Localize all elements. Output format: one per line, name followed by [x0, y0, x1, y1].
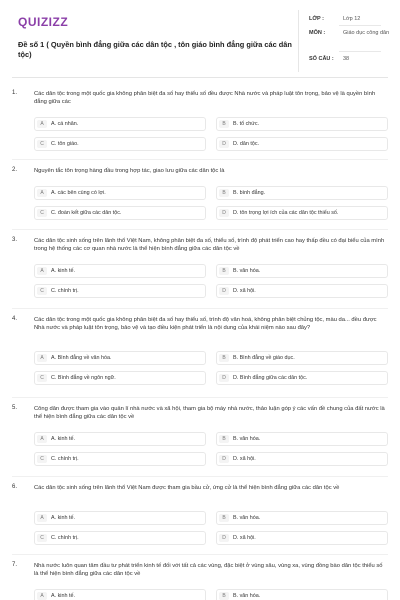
option-letter-badge: B: [219, 120, 229, 128]
option-text: A. kinh tế.: [51, 593, 75, 599]
question-number: 5.: [12, 405, 18, 411]
option-text: A. kinh tế.: [51, 436, 75, 442]
option-text: B. văn hóa.: [233, 436, 261, 442]
option-text: B. văn hóa.: [233, 515, 261, 521]
question-divider: [12, 308, 388, 309]
answer-option-b[interactable]: [216, 432, 388, 446]
option-text: C. chính trị.: [51, 535, 79, 541]
option-text: D. Bình đẳng giữa các dân tộc.: [233, 375, 308, 381]
answer-option-a[interactable]: [34, 264, 206, 278]
option-text: D. xã hội.: [233, 456, 256, 462]
question-number: 3.: [12, 237, 18, 243]
answer-option-a[interactable]: [34, 589, 206, 600]
question-text: Các dân tộc sinh sống trên lãnh thổ Việt Nam được tham gia bầu cử, ứng cử là thể hiện bình đẳng giữa các dân tộc về: [34, 485, 340, 491]
option-letter-badge: C: [37, 455, 47, 463]
option-letter-badge: B: [219, 267, 229, 275]
count-value: 38: [343, 56, 350, 62]
option-letter-badge: D: [219, 287, 229, 295]
answer-option-c[interactable]: [34, 531, 206, 545]
option-text: B. bình đẳng.: [233, 190, 266, 196]
option-text: D. tôn trọng lợi ích của các dân tộc thiểu số.: [233, 210, 339, 216]
option-text: B. Bình đẳng về giáo dục.: [233, 355, 295, 361]
option-letter-badge: D: [219, 455, 229, 463]
option-letter-badge: A: [37, 189, 47, 197]
meta-divider: [339, 25, 381, 26]
option-letter-badge: A: [37, 120, 47, 128]
option-letter-badge: B: [219, 514, 229, 522]
header-divider: [12, 77, 388, 78]
answer-option-a[interactable]: [34, 511, 206, 525]
meta-divider: [339, 51, 381, 52]
option-letter-badge: A: [37, 592, 47, 600]
answer-option-d[interactable]: [216, 206, 388, 220]
option-letter-badge: A: [37, 354, 47, 362]
worksheet-header: [12, 10, 388, 72]
question-divider: [12, 397, 388, 398]
question-divider: [12, 229, 388, 230]
option-letter-badge: B: [219, 592, 229, 600]
question-number: 2.: [12, 167, 18, 173]
question-number: 1.: [12, 90, 18, 96]
option-text: C. Bình đẳng về ngôn ngữ.: [51, 375, 116, 381]
option-letter-badge: D: [219, 534, 229, 542]
option-letter-badge: C: [37, 534, 47, 542]
answer-option-a[interactable]: [34, 432, 206, 446]
answer-option-c[interactable]: [34, 206, 206, 220]
answer-option-b[interactable]: [216, 117, 388, 131]
option-text: D. xã hội.: [233, 288, 256, 294]
option-text: A. kinh tế.: [51, 515, 75, 521]
question-number: 6.: [12, 484, 18, 490]
option-text: B. văn hóa.: [233, 593, 261, 599]
option-letter-badge: B: [219, 354, 229, 362]
option-text: A. các bên cùng có lợi.: [51, 190, 106, 196]
question-text: Nhà nước luôn quan tâm đầu tư phát triển kinh tế đối với tất cả các vùng, đặc biệt ở vùng sâu, vùng xa, vùng đồng bào dân tộc thiểu số là thể hiện bình đẳng giữa các dân tộc về: [34, 563, 383, 578]
question-divider: [12, 476, 388, 477]
question-text: Các dân tộc trong một quốc gia không phân biệt đa số hay thiểu số đều được Nhà nước và pháp luật tôn trọng, bảo vệ là quyền bình đẳng giữa các: [34, 91, 376, 106]
option-text: C. chính trị.: [51, 288, 79, 294]
question-number: 7.: [12, 562, 18, 568]
answer-option-d[interactable]: [216, 137, 388, 151]
answer-option-a[interactable]: [34, 117, 206, 131]
worksheet-meta: [298, 10, 388, 72]
grade-label: LỚP :: [309, 16, 324, 22]
option-letter-badge: C: [37, 374, 47, 382]
option-letter-badge: B: [219, 435, 229, 443]
count-label: SỐ CÂU :: [309, 56, 334, 62]
question-number: 4.: [12, 316, 18, 322]
answer-option-d[interactable]: [216, 284, 388, 298]
option-text: A. kinh tế.: [51, 268, 75, 274]
answer-option-b[interactable]: [216, 589, 388, 600]
grade-value: Lớp 12: [343, 16, 361, 22]
question-divider: [12, 159, 388, 160]
answer-option-a[interactable]: [34, 186, 206, 200]
answer-option-d[interactable]: [216, 371, 388, 385]
option-text: A. Bình đẳng về văn hóa.: [51, 355, 112, 361]
quizizz-logo: QUIZIZZ: [18, 15, 69, 29]
answer-option-d[interactable]: [216, 531, 388, 545]
option-letter-badge: C: [37, 140, 47, 148]
question-divider: [12, 554, 388, 555]
question-text: Các dân tộc trong một quốc gia không phân biệt đa số hay thiểu số, trình độ văn hoá, không phân biệt chủng tộc, màu da... đều được Nhà nước và pháp luật tôn trọng, bảo vệ và tạo điều kiện phát triển là nội dung của khái niệm nào sau đây?: [34, 317, 377, 332]
answer-option-c[interactable]: [34, 284, 206, 298]
option-text: D. dân tộc.: [233, 141, 260, 147]
answer-option-a[interactable]: [34, 351, 206, 365]
option-text: B. tổ chức.: [233, 121, 260, 127]
option-letter-badge: A: [37, 435, 47, 443]
answer-option-d[interactable]: [216, 452, 388, 466]
option-letter-badge: A: [37, 267, 47, 275]
option-text: A. cá nhân.: [51, 121, 79, 127]
answer-option-c[interactable]: [34, 371, 206, 385]
option-text: C. đoàn kết giữa các dân tộc.: [51, 210, 122, 216]
option-letter-badge: A: [37, 514, 47, 522]
option-text: D. xã hội.: [233, 535, 256, 541]
answer-option-b[interactable]: [216, 264, 388, 278]
option-text: B. văn hóa.: [233, 268, 261, 274]
option-letter-badge: D: [219, 140, 229, 148]
question-text: Nguyên tắc tôn trọng hàng đầu trong hợp tác, giao lưu giữa các dân tộc là: [34, 168, 225, 174]
answer-option-c[interactable]: [34, 452, 206, 466]
subject-label: MÔN :: [309, 30, 326, 36]
option-letter-badge: C: [37, 209, 47, 217]
option-text: C. tôn giáo.: [51, 141, 79, 147]
answer-option-b[interactable]: [216, 186, 388, 200]
answer-option-c[interactable]: [34, 137, 206, 151]
option-letter-badge: D: [219, 209, 229, 217]
option-letter-badge: C: [37, 287, 47, 295]
question-text: Các dân tộc sinh sống trên lãnh thổ Việt Nam, không phân biệt đa số, thiểu số, trình độ phát triển cao hay thấp đều có đại biểu của mình trong hệ thống các cơ quan nhà nước là thể hiện bình đẳng giữa các dân tộc về: [34, 238, 385, 253]
worksheet-title: Đề số 1 ( Quyền bình đẳng giữa các dân tộc , tôn giáo bình đẳng giữa các dân tộc): [18, 40, 292, 59]
option-letter-badge: D: [219, 374, 229, 382]
option-letter-badge: B: [219, 189, 229, 197]
answer-option-b[interactable]: [216, 511, 388, 525]
question-text: Công dân được tham gia vào quản lí nhà nước và xã hội, tham gia bộ máy nhà nước, thảo luận góp ý các vấn đề chung của đất nước là thể hiện bình đẳng giữa các dân tộc về: [34, 406, 385, 421]
answer-option-b[interactable]: [216, 351, 388, 365]
subject-value: Giáo dục công dân: [343, 30, 390, 36]
option-text: C. chính trị.: [51, 456, 79, 462]
